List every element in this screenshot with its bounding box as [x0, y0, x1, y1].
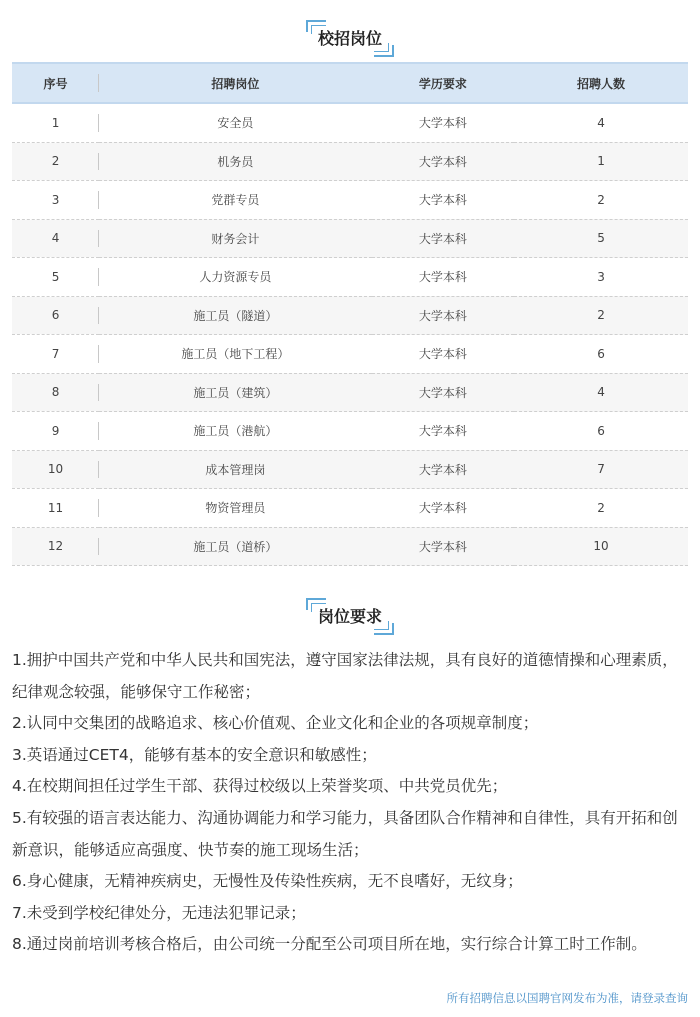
cell-headcount: 5	[514, 219, 688, 258]
cell-education: 大学本科	[372, 142, 514, 181]
cell-headcount: 6	[514, 412, 688, 451]
requirements-title-text: 岗位要求	[317, 607, 382, 626]
table-row	[12, 258, 688, 297]
header-education: 学历要求	[372, 63, 514, 103]
cell-position: 安全员	[99, 103, 372, 142]
table-row	[12, 103, 688, 142]
cell-position: 物资管理员	[99, 489, 372, 528]
table-row	[12, 296, 688, 335]
table-row	[12, 527, 688, 566]
table-row	[12, 142, 688, 181]
positions-table	[12, 62, 688, 566]
frame-corner-decoration	[306, 598, 326, 610]
requirements-section-title	[0, 600, 700, 631]
cell-position: 成本管理岗	[99, 450, 372, 489]
requirement-item: 2.认同中交集团的战略追求、核心价值观、企业文化和企业的各项规章制度；	[12, 714, 539, 733]
cell-headcount: 2	[514, 489, 688, 528]
cell-index: 9	[12, 412, 99, 451]
cell-education: 大学本科	[372, 181, 514, 220]
header-index: 序号	[12, 63, 99, 103]
cell-headcount: 4	[514, 373, 688, 412]
cell-headcount: 2	[514, 181, 688, 220]
requirement-item: 3.英语通过CET4，能够有基本的安全意识和敏感性；	[12, 745, 377, 764]
cell-index: 2	[12, 142, 99, 181]
cell-index: 8	[12, 373, 99, 412]
cell-position: 党群专员	[99, 181, 372, 220]
cell-education: 大学本科	[372, 450, 514, 489]
cell-education: 大学本科	[372, 296, 514, 335]
requirements-title-frame	[306, 600, 394, 631]
frame-corner-decoration	[306, 20, 326, 32]
cell-education: 大学本科	[372, 373, 514, 412]
table-row	[12, 489, 688, 528]
cell-headcount: 7	[514, 450, 688, 489]
cell-headcount: 2	[514, 296, 688, 335]
cell-index: 3	[12, 181, 99, 220]
cell-education: 大学本科	[372, 219, 514, 258]
cell-index: 4	[12, 219, 99, 258]
table-row	[12, 450, 688, 489]
cell-education: 大学本科	[372, 335, 514, 374]
positions-title-frame	[306, 22, 394, 53]
positions-title-text: 校招岗位	[317, 29, 382, 48]
cell-index: 10	[12, 450, 99, 489]
cell-position: 施工员（建筑）	[99, 373, 372, 412]
header-position: 招聘岗位	[99, 63, 372, 103]
cell-index: 11	[12, 489, 99, 528]
requirement-item: 6.身心健康，无精神疾病史，无慢性及传染性疾病，无不良嗜好，无纹身；	[12, 872, 523, 891]
cell-education: 大学本科	[372, 489, 514, 528]
frame-corner-decoration	[374, 45, 394, 57]
cell-position: 施工员（地下工程）	[99, 335, 372, 374]
requirement-item: 7.未受到学校纪律处分，无违法犯罪记录；	[12, 903, 306, 922]
header-headcount: 招聘人数	[514, 63, 688, 103]
requirement-item: 4.在校期间担任过学生干部、获得过校级以上荣誉奖项、中共党员优先；	[12, 777, 508, 796]
cell-education: 大学本科	[372, 527, 514, 566]
cell-headcount: 10	[514, 527, 688, 566]
table-row	[12, 181, 688, 220]
cell-position: 机务员	[99, 142, 372, 181]
cell-headcount: 3	[514, 258, 688, 297]
positions-section-title	[0, 22, 700, 53]
cell-education: 大学本科	[372, 412, 514, 451]
requirement-item: 8.通过岗前培训考核合格后，由公司统一分配至公司项目所在地，实行综合计算工时工作制。	[12, 935, 647, 954]
requirement-item: 5.有较强的语言表达能力、沟通协调能力和学习能力，具备团队合作精神和自律性，具有开拓和创新意识，能够适应高强度、快节奏的施工现场生活；	[12, 808, 678, 859]
cell-position: 财务会计	[99, 219, 372, 258]
cell-position: 施工员（隧道）	[99, 296, 372, 335]
cell-position: 人力资源专员	[99, 258, 372, 297]
cell-headcount: 4	[514, 103, 688, 142]
table-row	[12, 335, 688, 374]
cell-position: 施工员（道桥）	[99, 527, 372, 566]
cell-education: 大学本科	[372, 258, 514, 297]
table-row	[12, 412, 688, 451]
cell-index: 7	[12, 335, 99, 374]
requirements-list	[12, 645, 692, 961]
table-row	[12, 373, 688, 412]
cell-index: 1	[12, 103, 99, 142]
table-row	[12, 219, 688, 258]
cell-index: 5	[12, 258, 99, 297]
frame-corner-decoration	[374, 623, 394, 635]
cell-headcount: 1	[514, 142, 688, 181]
cell-position: 施工员（港航）	[99, 412, 372, 451]
cell-index: 12	[12, 527, 99, 566]
cell-education: 大学本科	[372, 103, 514, 142]
table-header-row	[12, 63, 688, 103]
cell-index: 6	[12, 296, 99, 335]
cell-headcount: 6	[514, 335, 688, 374]
requirement-item: 1.拥护中国共产党和中华人民共和国宪法，遵守国家法律法规，具有良好的道德情操和心理素质，纪律观念较强，能够保守工作秘密；	[12, 651, 678, 701]
footer-note: 所有招聘信息以国聘官网发布为准，请登录查询	[446, 991, 688, 1005]
